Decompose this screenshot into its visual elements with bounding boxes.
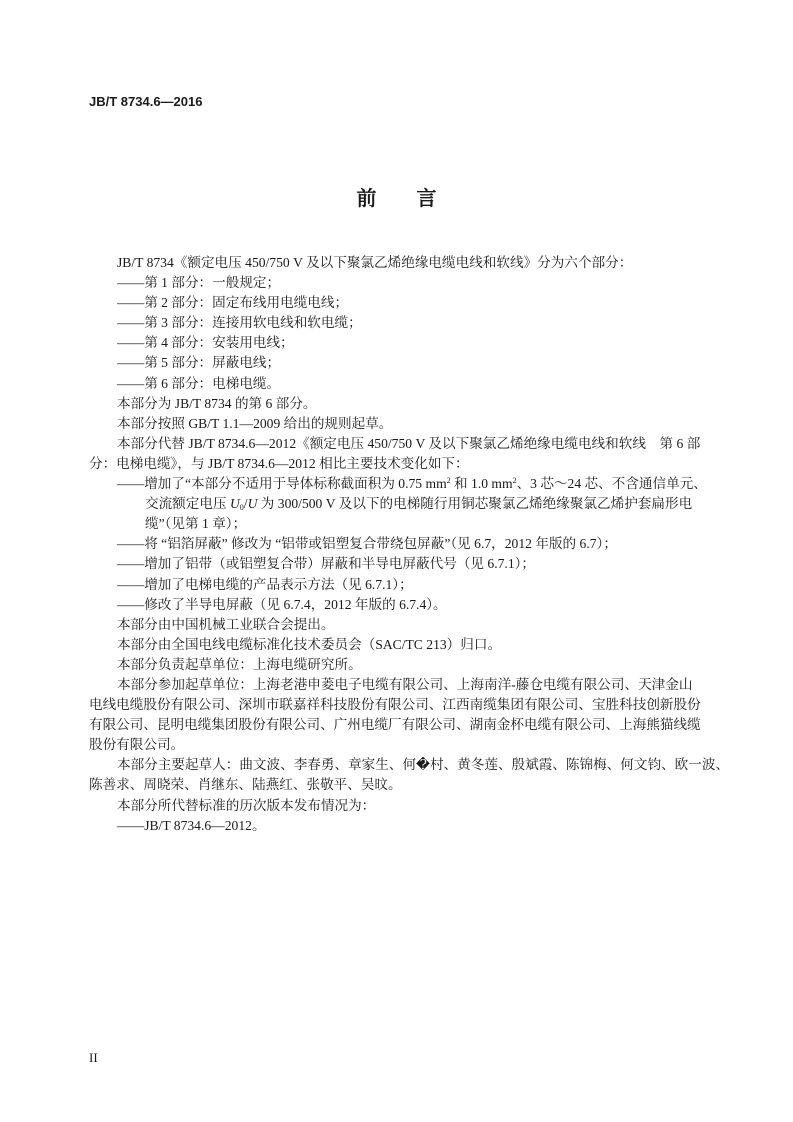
change-item: ——修改了半导电屏蔽（见 6.7.4，2012 年版的 6.7.4）。 — [117, 596, 447, 612]
part-of-paragraph: 本部分为 JB/T 8734 的第 6 部分。 — [117, 395, 317, 411]
intro-paragraph: JB/T 8734《额定电压 450/750 V 及以下聚氯乙烯绝缘电缆电线和软线》分为六个部分： — [117, 255, 633, 270]
change-item: ——增加了电梯电缆的产品表示方法（见 6.7.1）； — [117, 576, 413, 592]
change-item-continuation: 缆”（见第 1 章）； — [145, 516, 247, 532]
participating-drafters-line: 本部分参加起草单位：上海老港申菱电子电缆有限公司、上海南洋-藤仓电缆有限公司、天津金山 — [117, 676, 693, 692]
participating-drafters-line: 电线电缆股份有限公司、深圳市联嘉祥科技股份有限公司、江西南缆集团有限公司、宝胜科技创新股份 — [89, 697, 701, 713]
foreword-body — [89, 253, 730, 836]
part-item: ——第 4 部分：安装用电线； — [117, 335, 294, 351]
proposed-by-paragraph: 本部分由中国机械工业联合会提出。 — [117, 616, 335, 632]
main-drafters-line: 陈善求、周晓荣、肖继东、陆燕红、张敬平、吴旼。 — [89, 777, 402, 793]
history-intro: 本部分所代替标准的历次版本发布情况为： — [117, 797, 376, 813]
main-drafters-line: 本部分主要起草人：曲文波、李春勇、章家生、何�村、黄冬莲、殷斌霞、陈锦梅、何文钧、欧一波、 — [117, 757, 730, 773]
drafting-rule-paragraph: 本部分按照 GB/T 1.1—2009 给出的规则起草。 — [117, 415, 393, 431]
page-title — [0, 182, 793, 211]
part-item: ——第 1 部分：一般规定； — [117, 275, 281, 291]
replaces-paragraph-line: 分：电梯电缆》，与 JB/T 8734.6—2012 相比主要技术变化如下： — [89, 455, 469, 471]
part-item: ——第 3 部分：连接用软电线和软电缆； — [117, 315, 362, 331]
page-number: II — [89, 1050, 98, 1065]
change-item: ——增加了“本部分不适用于导体标称截面积为 0.75 $mm^2$ 和 1.0 $mm^2$、3 芯～24 芯、不含通信单元、 — [117, 476, 707, 492]
participating-drafters-line: 有限公司、昆明电缆集团股份有限公司、广州电缆厂有限公司、湖南金杯电缆有限公司、上海熊猫线缆 — [89, 717, 701, 733]
title-char-1: 前 — [356, 186, 377, 210]
change-item: ——增加了铝带（或铝塑复合带）屏蔽和半导电屏蔽代号（见 6.7.1）； — [117, 556, 536, 572]
title-char-2: 言 — [416, 186, 437, 210]
change-item: ——将 “铝箔屏蔽” 修改为 “铝带或铝塑复合带绕包屏蔽”（见 6.7，2012 年版的 6.7）； — [117, 536, 617, 552]
centralized-by-paragraph: 本部分由全国电线电缆标准化技术委员会（SAC/TC 213）归口。 — [117, 636, 502, 652]
part-item: ——第 5 部分：屏蔽电线； — [117, 355, 281, 371]
part-item: ——第 2 部分：固定布线用电缆电线； — [117, 295, 349, 311]
change-item-continuation: 交流额定电压 $U_0/U$ 为 300/500 V 及以下的电梯随行用铜芯聚氯乙烯绝缘聚氯乙烯护套扁形电 — [145, 496, 693, 513]
participating-drafters-line: 股份有限公司。 — [89, 737, 185, 753]
responsible-drafter-paragraph: 本部分负责起草单位：上海电缆研究所。 — [117, 656, 362, 672]
replaces-paragraph-line: 本部分代替 JB/T 8734.6—2012《额定电压 450/750 V 及以下聚氯乙烯绝缘电缆电线和软线 第 6 部 — [117, 435, 701, 451]
standard-code: JB/T 8734.6—2016 — [89, 94, 203, 109]
history-item: ——JB/T 8734.6—2012。 — [117, 817, 266, 833]
part-item: ——第 6 部分：电梯电缆。 — [117, 375, 281, 391]
